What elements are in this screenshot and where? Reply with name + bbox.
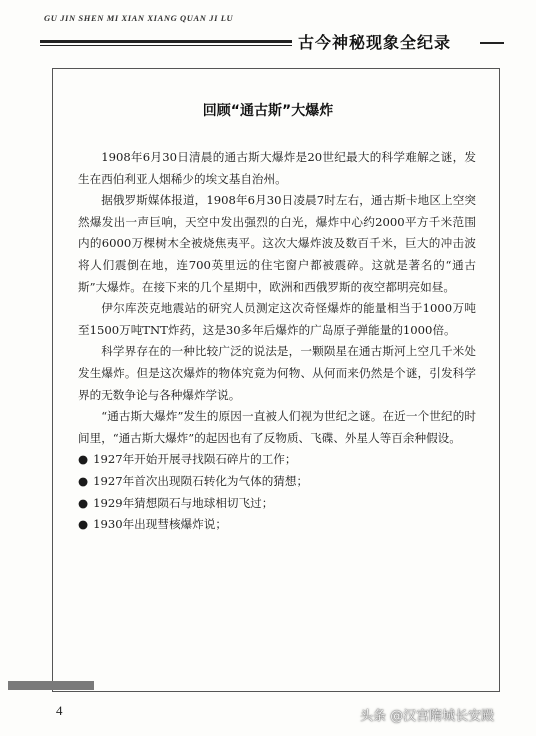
article-title: 回顾“通古斯”大爆炸 [202,103,334,119]
running-header [0,0,536,60]
bottom-gray-bar [8,681,94,690]
page-number: 4 [56,703,63,718]
header-rule-thin [40,45,292,46]
paragraph: 1908年6月30日清晨的通古斯大爆炸是20世纪最大的科学难解之谜，发生在西伯利亚人烟稀少的埃文基自治州。 [78,150,476,186]
list-item [78,449,476,471]
list-item [78,514,476,536]
header-pinyin: GU JIN SHEN MI XIAN XIANG QUAN JI LU [44,13,234,23]
header-rule-thick [40,40,292,43]
bullet-list [78,449,476,535]
paragraph: 伊尔库茨克地震站的研究人员测定这次奇怪爆炸的能量相当于1000万吨至1500万吨TNT炸药，这是30多年后爆炸的广岛原子弹能量的1000倍。 [78,301,476,337]
header-rule-right [480,42,504,44]
paragraph: 科学界存在的一种比较广泛的说法是，一颗陨星在通古斯河上空几千米处发生爆炸。但是这次爆炸的物体究竟为何物、从何而来仍然是个谜，引发科学界的无数争论与各种爆炸学说。 [78,344,476,402]
book-title: 古今神秘现象全纪录 [298,33,452,52]
bullet-icon: ● [78,517,89,532]
list-item [78,471,476,493]
list-item-text: 1930年出现彗核爆炸说； [93,517,227,532]
list-item-text: 1927年首次出现陨石转化为气体的猜想； [93,473,309,488]
article-body [78,147,476,536]
bullet-icon: ● [78,452,89,467]
paragraph: 据俄罗斯媒体报道，1908年6月30日凌晨7时左右，通古斯卡地区上空突然爆发出一声巨响，天空中发出强烈的白光，爆炸中心约2000平方千米范围内的6000万棵树木全被烧焦夷平。这次大爆炸波及数百千米，巨大的冲击波将人们震倒在地，连700英里远的住宅窗户都被震碎。这就是著名的“通古斯”大爆炸。在接下来的几个星期中，欧洲和西俄罗斯的夜空都明亮如昼。 [78,193,476,294]
paragraph: “通古斯大爆炸”发生的原因一直被人们视为世纪之谜。在近一个世纪的时间里，“通古斯大爆炸”的起因也有了反物质、飞碟、外星人等百余种假设。 [78,409,476,445]
list-item-text: 1929年猜想陨石与地球相切飞过； [93,495,274,510]
bullet-icon: ● [78,495,89,510]
list-item [78,493,476,515]
watermark-text: 头条 @汉宫隋城长安殿 [360,709,495,724]
list-item-text: 1927年开始开展寻找陨石碎片的工作； [93,452,297,467]
bullet-icon: ● [78,473,89,488]
